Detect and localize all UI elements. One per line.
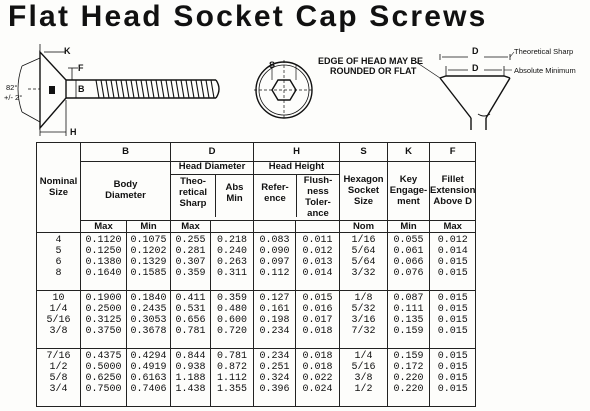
head-height-group: [254, 162, 340, 221]
nominal-size-cell: [37, 349, 81, 407]
head-diameter-abs-min-cell: [211, 233, 254, 291]
head-diameter-theoretical-value: 0.531: [175, 304, 206, 315]
fillet-extension-max-value: 0.015: [437, 304, 468, 315]
body-diameter-max-value: 0.1380: [85, 257, 122, 268]
flushness-tolerance-value: 0.011: [302, 235, 333, 246]
head-height-reference-cell: [254, 291, 296, 349]
thread-line: [111, 80, 114, 98]
col-b-letter: B: [81, 143, 171, 162]
k-min-subheader: Min: [388, 221, 430, 233]
table-row-group: [37, 291, 476, 349]
head-height-reference-value: 0.097: [259, 257, 290, 268]
angle-label: 82°: [6, 83, 18, 92]
fillet-extension-max-value: 0.015: [437, 293, 468, 304]
nominal-size-value: 7/16: [46, 351, 71, 362]
nominal-size-value: 4: [55, 235, 62, 246]
thread-line: [161, 80, 164, 98]
hex-socket-size-value: 7/32: [351, 326, 376, 337]
head-height-reference-value: 0.090: [259, 246, 290, 257]
nominal-size-value: 5: [55, 246, 62, 257]
fillet-extension-max-value: 0.015: [437, 257, 468, 268]
nominal-size-value: 10: [52, 293, 65, 304]
reference-header: Refer- ence: [254, 175, 297, 217]
head-diameter-abs-min-value: 1.112: [216, 373, 247, 384]
body-diameter-max-value: 0.3125: [85, 315, 122, 326]
head-diameter-theoretical-value: 0.281: [175, 246, 206, 257]
hex-socket-size-value: 3/8: [354, 373, 373, 384]
b-min-subheader: Min: [127, 221, 171, 233]
thread-line: [166, 80, 169, 98]
nominal-size-value: 3/8: [49, 326, 68, 337]
head-diameter-abs-min-value: 0.600: [216, 315, 247, 326]
flushness-tolerance-value: 0.015: [302, 293, 333, 304]
nominal-size-value: 6: [55, 257, 62, 268]
head-height-reference-value: 0.112: [259, 268, 290, 279]
head-height-reference-cell: [254, 349, 296, 407]
hex-socket-size-value: 1/8: [354, 293, 373, 304]
hex-socket-size-cell: [340, 233, 388, 291]
hex-socket-size-value: 5/32: [351, 304, 376, 315]
d-max-subheader: Max: [171, 221, 211, 233]
flushness-tolerance-value: 0.018: [302, 351, 333, 362]
body-diameter-min-value: 0.1585: [130, 268, 167, 279]
head-diameter-theoretical-cell: [171, 233, 211, 291]
head-diameter-theoretical-value: 0.938: [175, 362, 206, 373]
body-diameter-min-value: 0.6163: [130, 373, 167, 384]
body-diameter-max-value: 0.2500: [85, 304, 122, 315]
dim-h-label: H: [70, 127, 77, 137]
hex-socket-size-cell: [340, 291, 388, 349]
abs-min-header: Abs Min: [225, 182, 244, 204]
spec-table: [36, 142, 476, 407]
fillet-extension-max-value: 0.015: [437, 351, 468, 362]
fillet-extension-max-cell: [430, 291, 476, 349]
f-max-subheader: Max: [430, 221, 476, 233]
key-engagement-min-value: 0.172: [393, 362, 424, 373]
hexagon-socket-size-header: Hexagon Socket Size: [340, 162, 388, 221]
hex-socket-size-value: 5/16: [351, 362, 376, 373]
thread-marks: [96, 80, 214, 98]
body-diameter-min-value: 0.3053: [130, 315, 167, 326]
hex-socket-size-value: 1/4: [354, 351, 373, 362]
head-height-reference-value: 0.198: [259, 315, 290, 326]
body-diameter-max-value: 0.7500: [85, 384, 122, 395]
flushness-tolerance-value: 0.022: [302, 373, 333, 384]
head-diameter-abs-min-value: 0.480: [216, 304, 247, 315]
nominal-size-cell: [37, 233, 81, 291]
thread-line: [156, 80, 159, 98]
col-k-letter: K: [388, 143, 430, 162]
body-diameter-min-value: 0.4919: [130, 362, 167, 373]
angle-tolerance-label: +/- 2°: [4, 93, 23, 102]
head-diameter-theoretical-value: 0.656: [175, 315, 206, 326]
key-engagement-min-cell: [388, 291, 430, 349]
flushness-tolerance-cell: [296, 291, 340, 349]
thread-line: [126, 80, 129, 98]
head-diameter-theoretical-value: 0.844: [175, 351, 206, 362]
head-diameter-abs-min-value: 0.781: [216, 351, 247, 362]
head-diameter-theoretical-cell: [171, 349, 211, 407]
thread-line: [176, 80, 179, 98]
key-engagement-min-value: 0.087: [393, 293, 424, 304]
flushness-tolerance-value: 0.024: [302, 384, 333, 395]
socket-end-view: [254, 60, 314, 120]
table-row-group: [37, 349, 476, 407]
thread-line: [201, 80, 204, 98]
key-engagement-min-value: 0.159: [393, 326, 424, 337]
head-diameter-theoretical-cell: [171, 291, 211, 349]
thread-line: [196, 80, 199, 98]
nominal-size-value: 1/2: [49, 362, 68, 373]
flushness-tolerance-cell: [296, 233, 340, 291]
fillet-extension-max-value: 0.015: [437, 362, 468, 373]
thread-line: [106, 80, 109, 98]
key-engagement-min-value: 0.076: [393, 268, 424, 279]
head-diameter-theoretical-value: 1.438: [175, 384, 206, 395]
head-diameter-theoretical-value: 1.188: [175, 373, 206, 384]
thread-line: [206, 80, 209, 98]
key-engagement-min-value: 0.220: [393, 384, 424, 395]
thread-line: [116, 80, 119, 98]
key-engagement-min-value: 0.061: [393, 246, 424, 257]
head-height-reference-value: 0.251: [259, 362, 290, 373]
hex-socket-size-value: 1/2: [354, 384, 373, 395]
head-diameter-theoretical-value: 0.781: [175, 326, 206, 337]
body-diameter-max-value: 0.1250: [85, 246, 122, 257]
thread-line: [131, 80, 134, 98]
hex-socket-size-cell: [340, 349, 388, 407]
body-diameter-header: Body Diameter: [81, 162, 171, 221]
col-f-letter: F: [430, 143, 476, 162]
hex-socket-size-value: 3/32: [351, 268, 376, 279]
head-diameter-theoretical-value: 0.359: [175, 268, 206, 279]
head-height-reference-cell: [254, 233, 296, 291]
flushness-tolerance-value: 0.013: [302, 257, 333, 268]
fillet-extension-max-value: 0.015: [437, 326, 468, 337]
screw-drawings: [0, 0, 590, 142]
head-diameter-abs-min-value: 0.311: [216, 268, 247, 279]
nominal-size-cell: [37, 291, 81, 349]
thread-line: [121, 80, 124, 98]
body-diameter-max-value: 0.1640: [85, 268, 122, 279]
key-engagement-min-value: 0.135: [393, 315, 424, 326]
thread-line: [186, 80, 189, 98]
body-diameter-min-cell: [127, 291, 171, 349]
thread-line: [136, 80, 139, 98]
thread-line: [96, 80, 99, 98]
key-engagement-min-value: 0.220: [393, 373, 424, 384]
col-s-letter: S: [340, 143, 388, 162]
flushness-tolerance-value: 0.012: [302, 246, 333, 257]
dim-d-absolute-label: D: [472, 63, 479, 73]
fillet-extension-max-value: 0.015: [437, 315, 468, 326]
head-height-header: Head Height: [254, 162, 339, 175]
nominal-size-value: 5/16: [46, 315, 71, 326]
fillet-extension-max-value: 0.015: [437, 384, 468, 395]
flushness-tolerance-value: 0.016: [302, 304, 333, 315]
nominal-size-value: 8: [55, 268, 62, 279]
table-body: [37, 233, 476, 407]
thread-line: [146, 80, 149, 98]
hex-socket-size-value: 3/16: [351, 315, 376, 326]
head-diameter-abs-min-value: 1.355: [216, 384, 247, 395]
thread-line: [101, 80, 104, 98]
head-diameter-abs-min-value: 0.872: [216, 362, 247, 373]
body-diameter-max-value: 0.5000: [85, 362, 122, 373]
body-diameter-min-value: 0.2435: [130, 304, 167, 315]
flushness-tolerance-header: Flush- ness Toler- ance: [303, 175, 333, 219]
flushness-tolerance-value: 0.014: [302, 268, 333, 279]
head-height-reference-value: 0.396: [259, 384, 290, 395]
head-height-reference-value: 0.127: [259, 293, 290, 304]
head-height-reference-value: 0.324: [259, 373, 290, 384]
head-diameter-abs-min-value: 0.720: [216, 326, 247, 337]
body-diameter-max-value: 0.1120: [85, 235, 122, 246]
key-engagement-min-value: 0.055: [393, 235, 424, 246]
flushness-tolerance-value: 0.017: [302, 315, 333, 326]
thread-line: [151, 80, 154, 98]
head-diameter-theoretical-value: 0.307: [175, 257, 206, 268]
fillet-extension-max-value: 0.015: [437, 373, 468, 384]
key-engagement-min-value: 0.066: [393, 257, 424, 268]
body-diameter-min-value: 0.1202: [130, 246, 167, 257]
body-diameter-min-value: 0.4294: [130, 351, 167, 362]
dim-f-label: F: [78, 63, 84, 73]
fillet-extension-max-cell: [430, 349, 476, 407]
dim-d-theoretical-label: D: [472, 46, 479, 56]
hex-socket-size-value: 1/16: [351, 235, 376, 246]
body-diameter-max-cell: [81, 233, 127, 291]
head-diameter-abs-min-value: 0.240: [216, 246, 247, 257]
shank-end: [216, 80, 219, 98]
s-nom-subheader: Nom: [340, 221, 388, 233]
edge-note-line2: ROUNDED OR FLAT: [330, 66, 417, 76]
head-diameter-abs-min-value: 0.263: [216, 257, 247, 268]
body-diameter-min-value: 0.3678: [130, 326, 167, 337]
head-height-reference-value: 0.234: [259, 326, 290, 337]
head-height-reference-value: 0.083: [259, 235, 290, 246]
fillet-extension-max-value: 0.015: [437, 268, 468, 279]
col-h-letter: H: [254, 143, 340, 162]
body-diameter-max-cell: [81, 291, 127, 349]
head-diameter-abs-min-cell: [211, 291, 254, 349]
screw-side-view: [18, 44, 219, 136]
fillet-extension-header: Fillet Extension Above D: [430, 162, 476, 221]
head-diameter-abs-min-value: 0.359: [216, 293, 247, 304]
table-row-group: [37, 233, 476, 291]
body-diameter-max-value: 0.3750: [85, 326, 122, 337]
body-diameter-min-cell: [127, 349, 171, 407]
absolute-minimum-label: Absolute Minimum: [514, 66, 576, 75]
b-max-subheader: Max: [81, 221, 127, 233]
flushness-tolerance-value: 0.018: [302, 326, 333, 337]
nominal-size-value: 3/4: [49, 384, 68, 395]
fillet-extension-max-cell: [430, 233, 476, 291]
body-diameter-max-value: 0.6250: [85, 373, 122, 384]
body-diameter-min-value: 0.1840: [130, 293, 167, 304]
thread-line: [171, 80, 174, 98]
head-diameter-header: Head Diameter: [171, 162, 253, 175]
edge-note-line1: EDGE OF HEAD MAY BE: [318, 56, 424, 66]
key-engagement-min-cell: [388, 349, 430, 407]
theoretical-sharp-label: Theoretical Sharp: [514, 47, 574, 56]
thread-line: [191, 80, 194, 98]
nominal-size-value: 5/8: [49, 373, 68, 384]
fillet-extension-max-value: 0.014: [437, 246, 468, 257]
dim-b-label: B: [78, 84, 85, 94]
nominal-size-header: Nominal Size: [37, 143, 81, 233]
fillet-extension-max-value: 0.012: [437, 235, 468, 246]
head-diameter-group: [171, 162, 254, 221]
theoretical-sharp-header: Theo- retical Sharp: [171, 175, 216, 217]
head-detail-view: [416, 52, 514, 130]
dim-s-label: S: [269, 60, 276, 70]
dim-k-label: K: [64, 46, 71, 56]
key-engagement-min-value: 0.159: [393, 351, 424, 362]
thread-line: [181, 80, 184, 98]
hex-socket-size-value: 5/64: [351, 246, 376, 257]
key-engagement-min-value: 0.111: [393, 304, 424, 315]
body-diameter-min-value: 0.1075: [130, 235, 167, 246]
thread-line: [141, 80, 144, 98]
head-diameter-abs-min-cell: [211, 349, 254, 407]
flushness-tolerance-cell: [296, 349, 340, 407]
key-engagement-header: Key Engage- ment: [388, 162, 430, 221]
nominal-size-value: 1/4: [49, 304, 68, 315]
socket-mark: [49, 86, 55, 94]
page-title: Flat Head Socket Cap Screws: [8, 0, 488, 33]
head-height-reference-value: 0.234: [259, 351, 290, 362]
body-diameter-max-cell: [81, 349, 127, 407]
thread-line: [211, 80, 214, 98]
body-diameter-max-value: 0.4375: [85, 351, 122, 362]
body-diameter-max-value: 0.1900: [85, 293, 122, 304]
head-diameter-theoretical-value: 0.255: [175, 235, 206, 246]
hex-socket-size-value: 5/64: [351, 257, 376, 268]
body-diameter-min-value: 0.1329: [130, 257, 167, 268]
head-diameter-abs-min-value: 0.218: [216, 235, 247, 246]
angle-arc: [18, 66, 22, 112]
body-diameter-min-value: 0.7406: [130, 384, 167, 395]
col-d-letter: D: [171, 143, 254, 162]
key-engagement-min-cell: [388, 233, 430, 291]
flushness-tolerance-value: 0.018: [302, 362, 333, 373]
body-diameter-min-cell: [127, 233, 171, 291]
head-height-reference-value: 0.161: [259, 304, 290, 315]
head-diameter-theoretical-value: 0.411: [175, 293, 206, 304]
